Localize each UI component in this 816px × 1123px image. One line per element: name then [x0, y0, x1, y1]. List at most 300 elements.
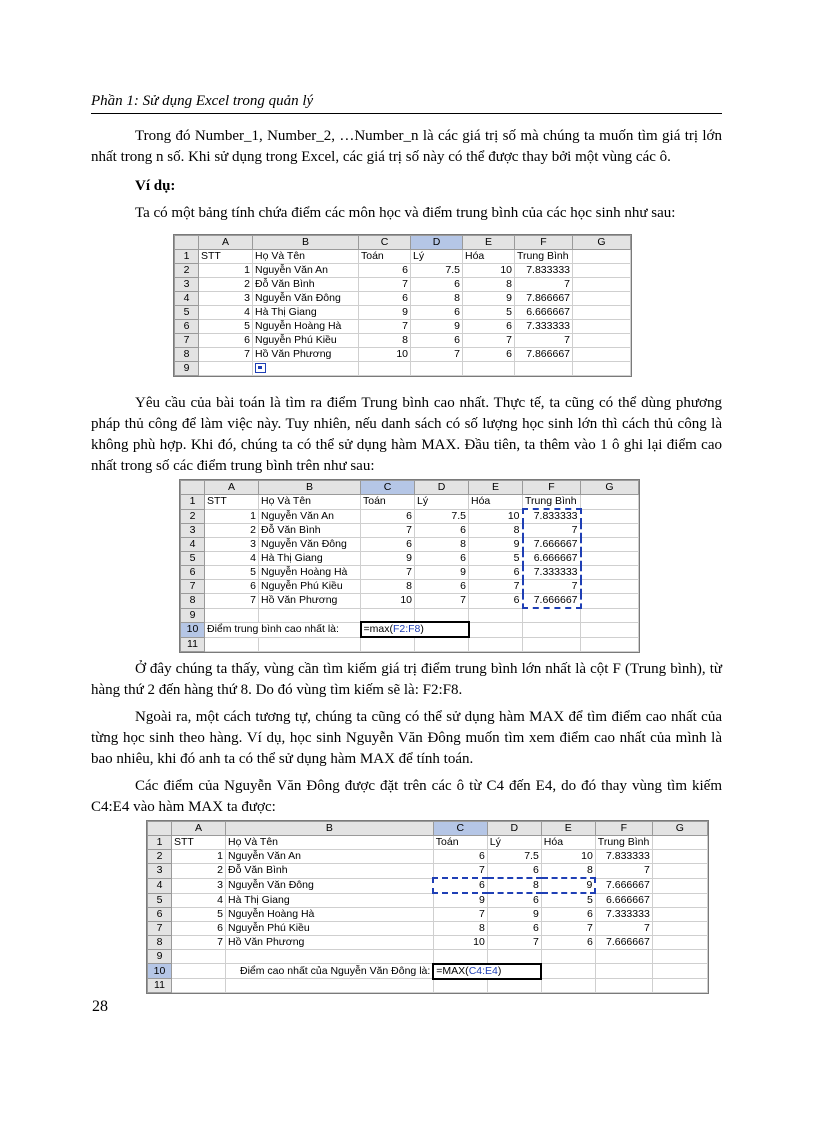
table-row — [181, 566, 639, 580]
cell-empty[interactable] — [573, 320, 631, 334]
row-header[interactable]: 7 — [148, 922, 172, 936]
cell-empty[interactable] — [541, 950, 595, 964]
cell-empty[interactable] — [652, 922, 707, 936]
cell-empty[interactable] — [469, 637, 523, 651]
cell-empty[interactable] — [523, 622, 581, 637]
cell-toan[interactable]: 7 — [361, 566, 415, 580]
row-header[interactable]: 9 — [181, 608, 205, 622]
row-header[interactable]: 8 — [181, 594, 205, 609]
cell-ly[interactable]: 6 — [487, 893, 541, 908]
formula-text: =max( — [363, 623, 393, 635]
cell-tb[interactable]: 7.833333 — [595, 850, 652, 864]
row-header[interactable]: 7 — [175, 334, 199, 348]
column-header-g[interactable]: G — [573, 236, 631, 250]
cell-ly[interactable]: 6 — [415, 524, 469, 538]
cell-name[interactable]: Nguyễn Văn An — [226, 850, 434, 864]
cell-header-toan[interactable]: Toán — [359, 250, 411, 264]
cell-toan[interactable]: 7 — [359, 320, 411, 334]
sheet3-body — [148, 850, 708, 950]
paragraph-requirement: Yêu cầu của bài toán là tìm ra điểm Trung bình cao nhất. Thực tế, ta cũng có thể dùng phương pháp thủ công để làm việc này. Tuy nhiên, nếu danh sách có số lượng học sinh lớn thì cách thủ công là không phù hợp. Khi đó, chúng ta có thể sử dụng hàm MAX. Đầu tiên, ta thêm vào 1 ô ghi lại điểm cao nhất trong số các điểm trung bình trên như sau: — [91, 395, 722, 474]
row-header[interactable]: 3 — [181, 524, 205, 538]
cell-empty[interactable] — [652, 878, 707, 893]
cell-hoa[interactable]: 10 — [541, 850, 595, 864]
column-header-f[interactable]: F — [595, 822, 652, 836]
cell-hoa[interactable]: 6 — [469, 566, 523, 580]
cell-empty[interactable] — [253, 362, 359, 376]
cell-header-stt[interactable]: STT — [199, 250, 253, 264]
cell-header-stt[interactable]: STT — [205, 495, 259, 510]
column-header-a[interactable]: A — [199, 236, 253, 250]
cell-empty[interactable] — [652, 979, 707, 993]
cell-tb[interactable]: 7 — [595, 922, 652, 936]
cell-hoa[interactable]: 8 — [463, 278, 515, 292]
cell-hoa[interactable]: 6 — [469, 594, 523, 609]
cell-empty[interactable] — [415, 608, 469, 622]
cell-empty[interactable] — [652, 908, 707, 922]
cell-empty[interactable] — [581, 495, 639, 510]
row-header[interactable]: 3 — [148, 864, 172, 879]
cell-empty[interactable] — [523, 637, 581, 651]
cell-tb[interactable]: 6.666667 — [515, 306, 573, 320]
cell-name[interactable]: Nguyễn Hoàng Hà — [259, 566, 361, 580]
table-row — [175, 334, 631, 348]
row-header[interactable]: 10 — [148, 964, 172, 979]
cell-toan[interactable]: 6 — [361, 509, 415, 524]
cell-hoa[interactable]: 5 — [541, 893, 595, 908]
cell-tb[interactable]: 7.833333 — [523, 509, 581, 524]
cell-stt[interactable]: 2 — [172, 864, 226, 879]
cell-name[interactable]: Nguyễn Văn Đông — [259, 538, 361, 552]
cell-ly[interactable]: 9 — [415, 566, 469, 580]
cell-header-hoa[interactable]: Hóa — [463, 250, 515, 264]
cell-header-ly[interactable]: Lý — [411, 250, 463, 264]
cell-empty[interactable] — [523, 608, 581, 622]
cell-stt[interactable]: 4 — [199, 306, 253, 320]
cell-empty[interactable] — [581, 552, 639, 566]
paragraph-intro: Trong đó Number_1, Number_2, …Number_n là các giá trị số mà chúng ta muốn tìm giá trị lớn nhất trong n số. Khi sử dụng trong Excel, các giá trị số này có thể được thay bởi một vùng các ô. — [91, 128, 722, 165]
cell-empty[interactable] — [581, 608, 639, 622]
cell-hoa[interactable]: 7 — [469, 580, 523, 594]
cell-stt[interactable]: 1 — [199, 264, 253, 278]
cell-toan[interactable]: 6 — [359, 292, 411, 306]
table-row — [148, 893, 708, 908]
column-header-e[interactable]: E — [469, 481, 523, 495]
cell-header-name[interactable]: Họ Và Tên — [253, 250, 359, 264]
cell-toan[interactable]: 7 — [433, 908, 487, 922]
cell-ly[interactable]: 6 — [411, 306, 463, 320]
cell-empty[interactable] — [581, 524, 639, 538]
cell-hoa[interactable]: 9 — [463, 292, 515, 306]
cell-empty[interactable] — [172, 950, 226, 964]
formula-cell[interactable] — [433, 964, 541, 979]
cell-tb[interactable]: 7 — [595, 864, 652, 879]
cell-tb[interactable]: 6.666667 — [523, 552, 581, 566]
cell-toan[interactable]: 7 — [433, 864, 487, 879]
formula-range: F2:F8 — [392, 623, 421, 635]
cell-tb[interactable]: 7 — [523, 524, 581, 538]
page-number: 28 — [92, 998, 108, 1015]
cell-stt[interactable]: 2 — [205, 524, 259, 538]
cell-toan[interactable]: 8 — [361, 580, 415, 594]
cell-empty[interactable] — [652, 936, 707, 950]
table-row — [181, 580, 639, 594]
row-header[interactable]: 2 — [148, 850, 172, 864]
cell-ly[interactable]: 7 — [411, 348, 463, 362]
cell-header-hoa[interactable]: Hóa — [469, 495, 523, 510]
cell-hoa[interactable]: 7 — [463, 334, 515, 348]
cell-tb[interactable]: 7.333333 — [515, 320, 573, 334]
row-header[interactable]: 6 — [181, 566, 205, 580]
cell-header-tb[interactable]: Trung Bình — [515, 250, 573, 264]
table-row — [148, 908, 708, 922]
cell-header-ly[interactable]: Lý — [487, 836, 541, 850]
cell-hoa[interactable]: 9 — [541, 878, 595, 893]
cell-name[interactable]: Nguyễn Văn An — [253, 264, 359, 278]
table-row — [148, 850, 708, 864]
row-header[interactable]: 10 — [181, 622, 205, 637]
cell-ly[interactable]: 7.5 — [415, 509, 469, 524]
spreadsheet-1 — [173, 234, 632, 377]
paragraph-example: Ta có một bảng tính chứa điểm các môn học và điểm trung bình của các học sinh như sau: — [135, 205, 676, 221]
column-header-b[interactable]: B — [259, 481, 361, 495]
cell-empty[interactable] — [652, 864, 707, 879]
table-row — [181, 524, 639, 538]
cell-empty[interactable] — [541, 964, 595, 979]
cell-hoa[interactable]: 6 — [541, 936, 595, 950]
cell-ly[interactable]: 6 — [411, 278, 463, 292]
cell-name[interactable]: Hồ Văn Phương — [226, 936, 434, 950]
paragraph-range-explanation: Ở đây chúng ta thấy, vùng cần tìm kiếm giá trị điểm trung bình lớn nhất là cột F (Trung bình), từ hàng thứ 2 đến hàng thứ 8. Do đó vùng tìm kiếm sẽ là: F2:F8. — [91, 661, 722, 698]
cell-empty[interactable] — [595, 964, 652, 979]
cell-tb[interactable]: 7.866667 — [515, 292, 573, 306]
row-header[interactable]: 1 — [175, 250, 199, 264]
cell-name[interactable]: Nguyễn Văn Đông — [226, 878, 434, 893]
cell-empty[interactable] — [226, 979, 434, 993]
cell-empty[interactable] — [581, 637, 639, 651]
cell-toan[interactable]: 6 — [433, 850, 487, 864]
cell-stt[interactable]: 6 — [199, 334, 253, 348]
cell-name[interactable]: Đỗ Văn Bình — [226, 864, 434, 879]
cell-empty[interactable] — [581, 566, 639, 580]
cell-tb[interactable]: 7 — [523, 580, 581, 594]
max-label-cell[interactable]: Điểm trung bình cao nhất là: — [205, 622, 361, 637]
row-header[interactable]: 2 — [181, 509, 205, 524]
row-header[interactable]: 3 — [175, 278, 199, 292]
cell-ly[interactable]: 7.5 — [411, 264, 463, 278]
formula-cell[interactable] — [361, 622, 469, 637]
row-header[interactable]: 9 — [175, 362, 199, 376]
cell-stt[interactable]: 6 — [172, 922, 226, 936]
cell-toan[interactable]: 9 — [433, 893, 487, 908]
cell-stt[interactable]: 7 — [205, 594, 259, 609]
cell-tb[interactable]: 7.666667 — [595, 936, 652, 950]
cell-tb[interactable]: 7.833333 — [515, 264, 573, 278]
cell-hoa[interactable]: 5 — [469, 552, 523, 566]
column-header-f[interactable]: F — [515, 236, 573, 250]
cell-empty[interactable] — [573, 348, 631, 362]
column-header-e[interactable]: E — [541, 822, 595, 836]
cell-ly[interactable]: 6 — [487, 864, 541, 879]
table-row — [148, 878, 708, 893]
cell-stt[interactable]: 3 — [172, 878, 226, 893]
row-header[interactable]: 5 — [175, 306, 199, 320]
row-header[interactable]: 4 — [181, 538, 205, 552]
cell-toan[interactable]: 8 — [433, 922, 487, 936]
cell-ly[interactable]: 7 — [415, 594, 469, 609]
sheet-corner[interactable] — [148, 822, 172, 836]
max-label-cell[interactable]: Điểm cao nhất của Nguyễn Văn Đông là: — [226, 964, 434, 979]
cell-header-hoa[interactable]: Hóa — [541, 836, 595, 850]
row-header[interactable]: 5 — [181, 552, 205, 566]
column-header-a[interactable]: A — [172, 822, 226, 836]
cell-name[interactable]: Hà Thị Giang — [226, 893, 434, 908]
cell-name[interactable]: Nguyễn Hoàng Hà — [226, 908, 434, 922]
cell-name[interactable]: Hồ Văn Phương — [259, 594, 361, 609]
cell-empty[interactable] — [573, 334, 631, 348]
row-header[interactable]: 8 — [148, 936, 172, 950]
cell-stt[interactable]: 3 — [205, 538, 259, 552]
cell-empty[interactable] — [259, 608, 361, 622]
cell-name[interactable]: Đỗ Văn Bình — [253, 278, 359, 292]
cell-hoa[interactable]: 8 — [469, 524, 523, 538]
cell-empty[interactable] — [361, 608, 415, 622]
cell-header-stt[interactable]: STT — [172, 836, 226, 850]
cell-empty[interactable] — [595, 950, 652, 964]
column-header-g[interactable]: G — [652, 822, 707, 836]
cell-empty[interactable] — [652, 964, 707, 979]
cell-hoa[interactable]: 5 — [463, 306, 515, 320]
cell-tb[interactable]: 7.333333 — [523, 566, 581, 580]
cell-toan[interactable]: 7 — [361, 524, 415, 538]
cell-name[interactable]: Đỗ Văn Bình — [259, 524, 361, 538]
cell-ly[interactable]: 8 — [487, 878, 541, 893]
cell-hoa[interactable]: 10 — [469, 509, 523, 524]
formula-range: C4:E4 — [468, 964, 498, 977]
cell-stt[interactable]: 7 — [199, 348, 253, 362]
table-row — [181, 509, 639, 524]
table-row — [175, 320, 631, 334]
cell-tb[interactable]: 7 — [515, 278, 573, 292]
cell-empty[interactable] — [573, 306, 631, 320]
table-row — [181, 538, 639, 552]
column-header-g[interactable]: G — [581, 481, 639, 495]
cell-empty[interactable] — [487, 979, 541, 993]
cell-hoa[interactable]: 10 — [463, 264, 515, 278]
cell-empty[interactable] — [573, 362, 631, 376]
cell-empty[interactable] — [581, 594, 639, 609]
cell-hoa[interactable]: 9 — [469, 538, 523, 552]
cell-empty[interactable] — [515, 362, 573, 376]
cell-empty[interactable] — [469, 608, 523, 622]
cell-empty[interactable] — [415, 637, 469, 651]
cell-ly[interactable]: 7 — [487, 936, 541, 950]
cell-hoa[interactable]: 7 — [541, 922, 595, 936]
cell-empty[interactable] — [172, 979, 226, 993]
cell-name[interactable]: Nguyễn Văn An — [259, 509, 361, 524]
cell-header-tb[interactable]: Trung Bình — [523, 495, 581, 510]
cell-ly[interactable]: 9 — [411, 320, 463, 334]
cell-name[interactable]: Nguyễn Phú Kiều — [226, 922, 434, 936]
cell-stt[interactable]: 1 — [205, 509, 259, 524]
formula-close: ) — [420, 623, 424, 635]
cell-name[interactable]: Nguyễn Văn Đông — [253, 292, 359, 306]
cell-empty[interactable] — [573, 278, 631, 292]
cell-tb[interactable]: 7 — [515, 334, 573, 348]
cell-toan[interactable]: 6 — [359, 264, 411, 278]
cell-empty[interactable] — [595, 979, 652, 993]
cell-empty[interactable] — [433, 979, 487, 993]
cell-hoa[interactable]: 6 — [463, 348, 515, 362]
cell-empty[interactable] — [652, 850, 707, 864]
cell-hoa[interactable]: 6 — [541, 908, 595, 922]
spreadsheet-2 — [179, 479, 640, 653]
cell-name[interactable]: Hà Thị Giang — [253, 306, 359, 320]
cell-ly[interactable]: 7.5 — [487, 850, 541, 864]
cell-empty[interactable] — [573, 264, 631, 278]
cell-empty[interactable] — [581, 509, 639, 524]
cell-name[interactable]: Nguyễn Phú Kiều — [253, 334, 359, 348]
column-header-a[interactable]: A — [205, 481, 259, 495]
sheet-corner[interactable] — [175, 236, 199, 250]
cell-empty[interactable] — [172, 964, 226, 979]
cell-tb[interactable]: 6.666667 — [595, 893, 652, 908]
cell-toan[interactable]: 7 — [359, 278, 411, 292]
sheet-corner[interactable] — [181, 481, 205, 495]
column-header-d[interactable]: D — [487, 822, 541, 836]
cell-empty[interactable] — [652, 893, 707, 908]
cell-name[interactable]: Nguyễn Hoàng Hà — [253, 320, 359, 334]
row-header[interactable]: 1 — [181, 495, 205, 510]
row-header[interactable]: 6 — [175, 320, 199, 334]
cell-ly[interactable]: 9 — [487, 908, 541, 922]
cell-ly[interactable]: 6 — [415, 552, 469, 566]
cell-empty[interactable] — [199, 362, 253, 376]
column-header-d[interactable]: D — [411, 236, 463, 250]
cell-ly[interactable]: 8 — [415, 538, 469, 552]
cell-toan[interactable]: 6 — [361, 538, 415, 552]
cell-tb[interactable]: 7.666667 — [523, 538, 581, 552]
formula-text: =MAX( — [436, 964, 469, 977]
cell-empty[interactable] — [581, 580, 639, 594]
cell-empty[interactable] — [581, 622, 639, 637]
column-header-c[interactable]: C — [361, 481, 415, 495]
column-header-c[interactable]: C — [433, 822, 487, 836]
table-row — [148, 864, 708, 879]
row-header[interactable]: 11 — [148, 979, 172, 993]
column-header-b[interactable]: B — [226, 822, 434, 836]
cell-header-name[interactable]: Họ Và Tên — [226, 836, 434, 850]
cell-empty[interactable] — [581, 538, 639, 552]
cell-empty[interactable] — [573, 292, 631, 306]
cell-name[interactable]: Nguyễn Phú Kiều — [259, 580, 361, 594]
row-header[interactable]: 8 — [175, 348, 199, 362]
cell-header-tb[interactable]: Trung Bình — [595, 836, 652, 850]
cell-empty[interactable] — [541, 979, 595, 993]
column-header-b[interactable]: B — [253, 236, 359, 250]
cell-name[interactable]: Hồ Văn Phương — [253, 348, 359, 362]
cell-empty[interactable] — [205, 608, 259, 622]
cell-header-toan[interactable]: Toán — [433, 836, 487, 850]
row-header[interactable]: 11 — [181, 637, 205, 651]
cell-stt[interactable]: 2 — [199, 278, 253, 292]
cell-toan[interactable]: 9 — [361, 552, 415, 566]
cell-ly[interactable]: 8 — [411, 292, 463, 306]
row-header[interactable]: 7 — [181, 580, 205, 594]
cell-hoa[interactable]: 8 — [541, 864, 595, 879]
cell-hoa[interactable]: 6 — [463, 320, 515, 334]
row-header[interactable]: 6 — [148, 908, 172, 922]
cell-toan[interactable]: 10 — [359, 348, 411, 362]
cell-empty[interactable] — [487, 950, 541, 964]
column-header-d[interactable]: D — [415, 481, 469, 495]
table-row — [175, 278, 631, 292]
cell-empty[interactable] — [259, 637, 361, 651]
cell-tb[interactable]: 7.666667 — [523, 594, 581, 609]
cell-stt[interactable]: 6 — [205, 580, 259, 594]
table-row — [175, 306, 631, 320]
page-header: Phần 1: Sử dụng Excel trong quản lý — [91, 93, 314, 109]
cell-tb[interactable]: 7.866667 — [515, 348, 573, 362]
cell-empty[interactable] — [469, 622, 523, 637]
cell-header-name[interactable]: Họ Và Tên — [259, 495, 361, 510]
cell-header-toan[interactable]: Toán — [361, 495, 415, 510]
cell-empty[interactable] — [411, 362, 463, 376]
cell-empty[interactable] — [652, 836, 707, 850]
cell-toan[interactable]: 8 — [359, 334, 411, 348]
cell-empty[interactable] — [652, 950, 707, 964]
autofill-options-icon[interactable] — [255, 363, 266, 373]
cell-tb[interactable]: 7.666667 — [595, 878, 652, 893]
row-header[interactable]: 5 — [148, 893, 172, 908]
cell-name[interactable]: Hà Thị Giang — [259, 552, 361, 566]
cell-tb[interactable]: 7.333333 — [595, 908, 652, 922]
column-header-c[interactable]: C — [359, 236, 411, 250]
cell-ly[interactable]: 6 — [415, 580, 469, 594]
cell-empty[interactable] — [226, 950, 434, 964]
cell-empty[interactable] — [205, 637, 259, 651]
cell-toan[interactable]: 6 — [433, 878, 487, 893]
cell-empty[interactable] — [359, 362, 411, 376]
cell-empty[interactable] — [573, 250, 631, 264]
cell-stt[interactable]: 5 — [172, 908, 226, 922]
cell-stt[interactable]: 1 — [172, 850, 226, 864]
row-header[interactable]: 1 — [148, 836, 172, 850]
column-header-f[interactable]: F — [523, 481, 581, 495]
cell-stt[interactable]: 5 — [199, 320, 253, 334]
cell-ly[interactable]: 6 — [487, 922, 541, 936]
cell-stt[interactable]: 7 — [172, 936, 226, 950]
table-row — [175, 292, 631, 306]
row-header[interactable]: 4 — [175, 292, 199, 306]
cell-ly[interactable]: 6 — [411, 334, 463, 348]
cell-toan[interactable]: 10 — [433, 936, 487, 950]
cell-stt[interactable]: 4 — [205, 552, 259, 566]
row-header[interactable]: 2 — [175, 264, 199, 278]
cell-toan[interactable]: 10 — [361, 594, 415, 609]
formula-close: ) — [497, 964, 502, 977]
cell-stt[interactable]: 3 — [199, 292, 253, 306]
cell-empty[interactable] — [433, 950, 487, 964]
column-header-e[interactable]: E — [463, 236, 515, 250]
cell-empty[interactable] — [361, 637, 415, 651]
cell-toan[interactable]: 9 — [359, 306, 411, 320]
row-header[interactable]: 4 — [148, 878, 172, 893]
cell-header-ly[interactable]: Lý — [415, 495, 469, 510]
cell-empty[interactable] — [463, 362, 515, 376]
row-header[interactable]: 9 — [148, 950, 172, 964]
cell-stt[interactable]: 4 — [172, 893, 226, 908]
cell-stt[interactable]: 5 — [205, 566, 259, 580]
